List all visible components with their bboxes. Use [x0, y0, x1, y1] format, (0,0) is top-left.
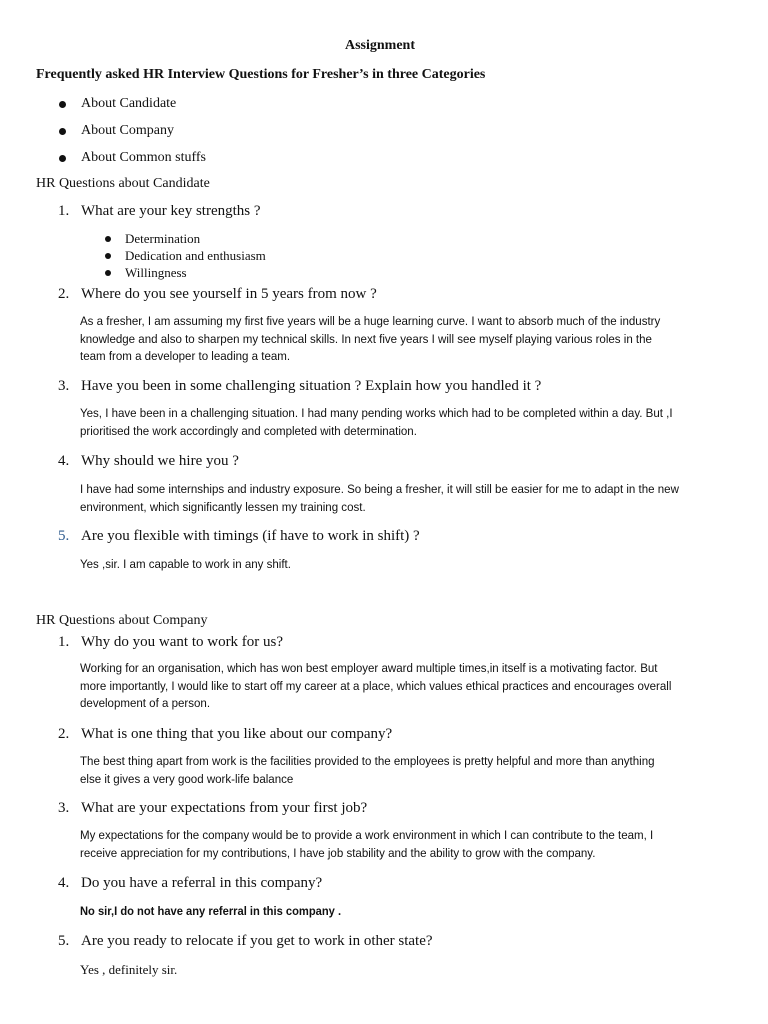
answer-line: Yes ,sir. I am capable to work in any shift. — [80, 557, 291, 571]
answer-line: team from a developer to leading a team. — [80, 349, 291, 363]
question-text: What are your key strengths ? — [81, 203, 261, 219]
question-text: What is one thing that you like about our company? — [81, 726, 393, 742]
question-number: 3. — [58, 800, 70, 816]
category-item: About Candidate — [81, 96, 177, 111]
question-number: 4. — [58, 453, 70, 469]
question-text: Are you flexible with timings (if have to work in shift) ? — [81, 528, 420, 544]
section-title-company: HR Questions about Company — [36, 613, 208, 628]
answer-line: Yes , definitely sir. — [80, 962, 178, 977]
answer-text — [80, 753, 694, 788]
answer-line: My expectations for the company would be to provide a work environment in which I can contribute to the team, I — [80, 828, 654, 842]
question-text: Do you have a referral in this company? — [81, 875, 323, 891]
sub-item: Dedication and enthusiasm — [125, 248, 266, 263]
question-text: Have you been in some challenging situation ? Explain how you handled it ? — [81, 378, 542, 394]
question-number: 5. — [58, 528, 70, 544]
bullet-icon — [105, 270, 111, 276]
question-text: Why should we hire you ? — [81, 453, 239, 469]
question-number: 2. — [58, 286, 70, 302]
answer-line: development of a person. — [80, 696, 211, 710]
answer-text — [80, 313, 694, 366]
question-number: 2. — [58, 726, 70, 742]
bullet-icon — [59, 155, 66, 162]
answer-line: As a fresher, I am assuming my first five years will be a huge learning curve. I want to absorb much of the industry — [80, 314, 661, 328]
answer-line: prioritised the work accordingly and completed with determination. — [80, 423, 417, 438]
answer-text — [80, 961, 740, 979]
answer-line: Yes, I have been in a challenging situation. I had many pending works which had to be completed within a day. But ,I — [80, 406, 673, 420]
question-number: 4. — [58, 875, 70, 891]
answer-line: more importantly, I would like to start off my career at a place, which values ethical practices and encourages overall — [80, 678, 672, 693]
question-number: 1. — [58, 634, 70, 650]
answer-line: else it gives a very good work-life balance — [80, 771, 294, 786]
answer-text — [80, 903, 694, 921]
answer-line: environment, which significantly lessen my training cost. — [80, 499, 366, 514]
bullet-icon — [59, 101, 66, 108]
document-title: Assignment — [345, 38, 416, 53]
bullet-icon — [59, 128, 66, 135]
question-text: Are you ready to relocate if you get to work in other state? — [81, 933, 433, 949]
answer-text — [80, 827, 694, 862]
answer-line: I have had some internships and industry exposure. So being a fresher, it will still be easier for me to adapt in the new — [80, 482, 679, 496]
answer-line: No sir,I do not have any referral in this company . — [80, 904, 342, 918]
question-text: Why do you want to work for us? — [81, 634, 284, 650]
sub-item: Determination — [125, 231, 201, 246]
category-item: About Common stuffs — [81, 150, 206, 165]
question-number: 5. — [58, 933, 70, 949]
bullet-icon — [105, 253, 111, 259]
answer-text — [80, 405, 694, 440]
answer-line: The best thing apart from work is the facilities provided to the employees is pretty helpful and more than anything — [80, 754, 655, 768]
question-text: What are your expectations from your first job? — [81, 800, 368, 816]
section-title-candidate: HR Questions about Candidate — [36, 176, 210, 191]
document-heading: Frequently asked HR Interview Questions for Fresher’s in three Categories — [36, 67, 486, 82]
bullet-icon — [105, 236, 111, 242]
sub-item: Willingness — [125, 265, 187, 280]
answer-text — [80, 660, 694, 713]
answer-text — [80, 481, 694, 516]
answer-line: receive appreciation for my contributions, I have job stability and the ability to grow with the company. — [80, 845, 596, 860]
answer-text — [80, 556, 694, 574]
question-number: 3. — [58, 378, 70, 394]
category-item: About Company — [81, 123, 174, 138]
question-number: 1. — [58, 203, 70, 219]
answer-line: Working for an organisation, which has won best employer award multiple times,in itself is a motivating factor. But — [80, 661, 658, 675]
question-text: Where do you see yourself in 5 years from now ? — [81, 286, 377, 302]
answer-line: knowledge and also to sharpen my technical skills. In next five years I will see myself playing various roles in the — [80, 331, 652, 346]
